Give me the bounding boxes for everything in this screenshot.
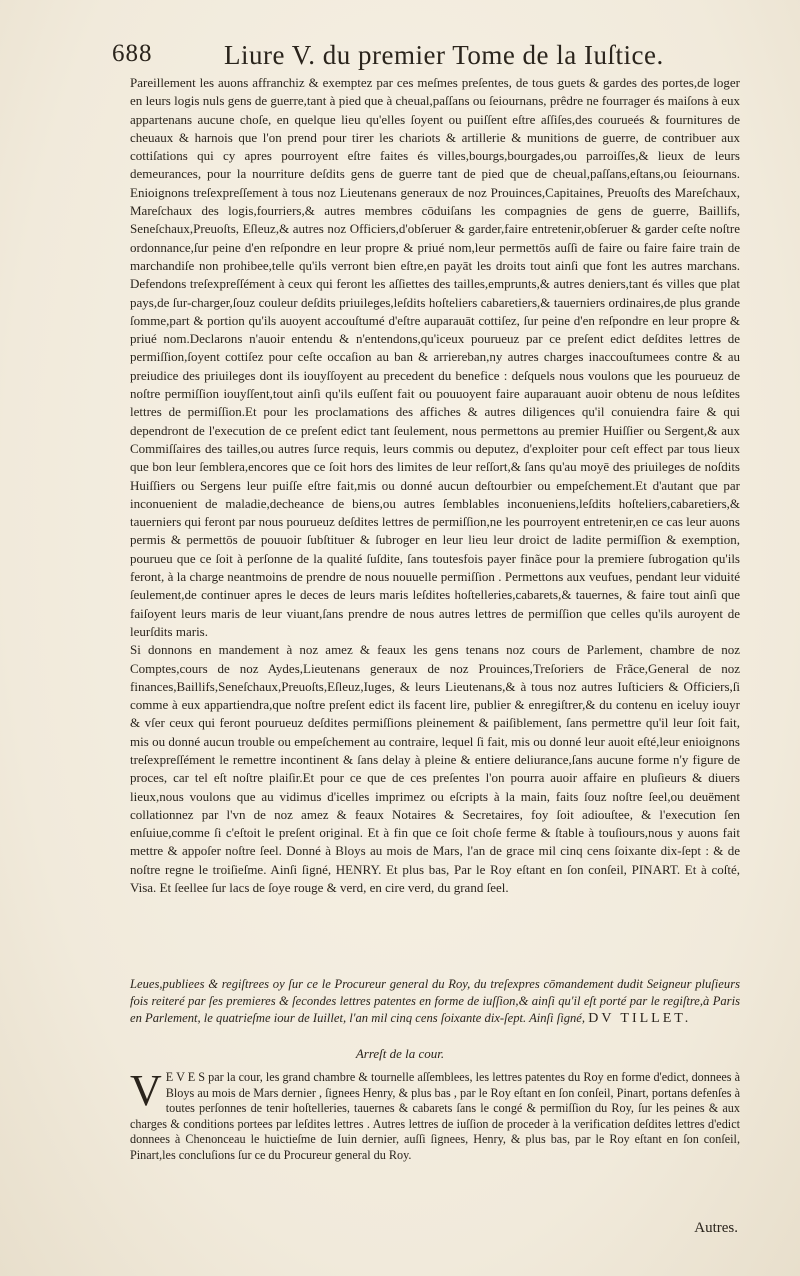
arrest-paragraph: E V E S par la cour, les grand chambre & tournelle aſſemblees, les lettres patentes du Roy en forme d'edict, donnees à Bloys au mois de Mars dernier , ſignees Henry, & plus bas , par le Roy eſtant en ſon conſeil, Pinart, portans defenſes à toutes perſonnes de tenir hoſtelleries, tauernes & cabarets ſans le congé & permiſſion du Roy, ſur les peines & aux charges & conditions portees par leſdites lettres . Autres lettres de iuſſion de proceder à la verification deſdites lettres d'edict donnees à Chenonceau le huictieſme de Iuin dernier, auſſi ſignees, Henry, & plus bas, par le Roy eſtant en ſon conſeil, Pinart,les concluſions ſur ce du Procureur general du Roy. <box>130 1070 740 1162</box>
arrest-body <box>130 1066 740 1164</box>
edict-paragraph-1: Pareillement les auons affranchiz & exemptez par ces meſmes preſentes, de tous guets & gardes des portes,de loger en leurs logis nuls gens de guerre,tant à pied que à cheual,paſſans ou ſeiournans, prêdre ne fourrager és maiſons à eux appartenans aucune choſe, en quelque lieu qu'elles ſoyent ou puiſſent eſtre aſſiſes,des courueés & fournitures de cheuaux & harnois que l'on prend pour tirer les chariots & artillerie & munitions de guerre, de contribuer aux cottiſations qui cy apres pourroyent eſtre faites és villes,bourgs,bourgades,ou parroiſſes,& lieux de leurs demeurances, pour la nourriture deſdits gens de guerre tant de pied que de cheual,paſſans,eſtans,ou ſeiournans. Enioignons treſexpreſſement à tous noz Lieutenans generaux de noz Prouinces,Capitaines, Preuoſts des Mareſchaux, Mareſchaux des logis,fourriers,& autres membres cōduiſans les compagnies de gens de guerre, Baillifs, Seneſchaux,Preuoſts, Eſleuz,& autres noz Officiers,d'obſeruer & garder,faire entretenir,obſeruer & garder ceſte noſtre ordonnance,ſur peine d'en reſpondre en leur propre & priué nom,leur permettōs auſſi de faire ou faire faire train de marchandiſe non prohibee,telle qu'ils verront bien eſtre,en payāt les droits tout ainſi que font les autres marchans. Defendons treſexpreſſément à ceux qui feront les aſſiettes des tailles,emprunts,& autres deniers,tant és villes que plat pays,de ſur-charger,ſouz couleur deſdits priuileges,leſdits hoſteliers cabaretiers,& tauerniers ordinaires,de plus grande ſomme,part & portion qu'ils auoyent accouſtumé d'eſtre auparauāt cottiſez, ſur peine d'en reſpondre en leur propre & priué nom.Declarons n'auoir entendu & n'entendons,qu'iceux pourueuz par ce preſent edict deſdites lettres de permiſſion,ſoyent cottiſez pour ceſte occaſion au ban & arriereban,ny autres charges inaccouſtumees contre & au preiudice des priuileges dont ils iouyſſoyent au precedent du benefice : deſquels nous voulons que les pourueuz de noſtre permiſſion iouyſſent,tout ainſi qu'ils euſſent fait ou pouuoyent faire auparauant auoir obtenu de nous leſdites lettres de permiſſion.Et pour les proclamations des affiches & autres diligences qu'il conuiendra faire & qui dependront de l'execution de ce preſent edict tant ſeulement, nous permettons au premier Huiſſier ou Sergent,& aux Commiſſaires des tailles,ou autres ſurce requis, leurs commis ou deputez, d'exploiter pour ceſt effect par tous lieux que bon leur ſemblera,encores que ce ſoit hors des limites de leur reſſort,& ſans qu'au moyē des priuileges de noſdits Huiſſiers ou Sergens leur puiſſe eſtre fait,mis ou donné aucun deſtourbier ou empeſchement.Et d'autant que par inconuenient de maladie,decheance de biens,ou autres ſemblables inconueniens,leſdits hoſteliers,cabaretiers,& tauerniers qui feront par nous pourueuz deſdites lettres de permiſſion,ne les pourroyent entretenir,en ce cas leur auons permis & permettōs de pouuoir ſubſtituer & ſubroger en leur lieu leur droict de ladite permiſſion & exemption, pourueu que ce ſoit à perſonne de la qualité ſuſdite, ſans toutesfois payer finãce pour la premiere ſubrogation qu'ils feront, à la charge neantmoins de prendre de nous nouuelle permiſſion . Permettons aux veufues, pendant leur viduité ſeulement,de continuer apres le deces de leurs maris leſdites hoſtelleries,cabarets,& tauernes, & faire tout ainſi que faiſoyent leurs maris de leur viuant,ſans prendre de nous autres lettres de permiſſion que celles qu'ils auroyent de leurſdits maris. <box>130 75 740 639</box>
catchword: Autres. <box>694 1220 738 1236</box>
edict-paragraph-2: Si donnons en mandement à noz amez & feaux les gens tenans noz cours de Parlement, chambre de noz Comptes,cours de noz Aydes,Lieutenans generaux de noz Prouinces,Treſoriers de Frãce,General de noz finances,Baillifs,Seneſchaux,Preuoſts,Eſleuz,Iuges, & leurs Lieutenans,& à tous noz autres Iuſticiers & Officiers,ſi comme à eux appartiendra,que noſtre preſent edict ils facent lire, publier & enregiſtrer,& du contenu en iceluy iouyr & vſer ceux qui feront pourueuz deſdites permiſſions pleinement & paiſiblement, ſans permettre qu'il leur ſoit fait, mis ou donné aucun trouble ou empeſchement au contraire, lequel ſi fait, mis ou donné leur auoit eſté,leur enioignons treſexpreſſément le remettre incontinent & ſans delay à pleine & entiere deliurance,ſans aucune forme n'y figure de proces, car tel eſt noſtre plaiſir.Et pour ce que de ces preſentes l'on pourra auoir affaire en pluſieurs & diuers lieux,nous voulons que au vidimus d'icelles imprimez ou eſcripts à la main, faits ſouz noſtre ſeel,ou deuëment collationnez par l'vn de noz amez & feaux Notaires & Secretaires, foy ſoit adiouſtee, & l'execution ſen enſuiue,comme ſi c'eſtoit le preſent original. Et à fin que ce ſoit choſe ferme & ſtable à touſiours,nous y auons fait mettre & appoſer noſtre ſeel. Donné à Bloys au mois de Mars, l'an de grace mil cinq cens ſoixante dix-ſept : & de noſtre regne le troiſieſme. Ainſi ſigné, HENRY. Et plus bas, Par le Roy eſtant en ſon conſeil, PINART. Et à coſté, Visa. Et ſeellee ſur lacs de ſoye rouge & verd, en cire verd, du grand ſeel. <box>130 642 740 896</box>
running-title: Liure V. du premier Tome de la Iuſtice. <box>224 40 664 70</box>
registration-note <box>130 976 740 1027</box>
registration-text: Leues,publiees & regiſtrees oy ſur ce le Procureur general du Roy, du treſexpres cōmandement dudit Seigneur pluſieurs fois reiteré par ſes premieres & ſecondes lettres patentes en forme de iuſſion,& ainſi qu'il eſt porté par le regiſtre,à Paris en Parlement, le quatrieſme iour de Iuillet, l'an mil cinq cens ſoixante dix-ſept. Ainſi ſigné, <box>130 977 740 1025</box>
edict-body <box>130 74 740 897</box>
page-number: 688 <box>112 40 153 67</box>
registration-signature: DV TILLET. <box>588 1011 692 1026</box>
drop-cap: V <box>130 1066 162 1115</box>
arrest-heading: Arreſt de la cour. <box>355 1046 445 1061</box>
running-head <box>112 40 710 76</box>
